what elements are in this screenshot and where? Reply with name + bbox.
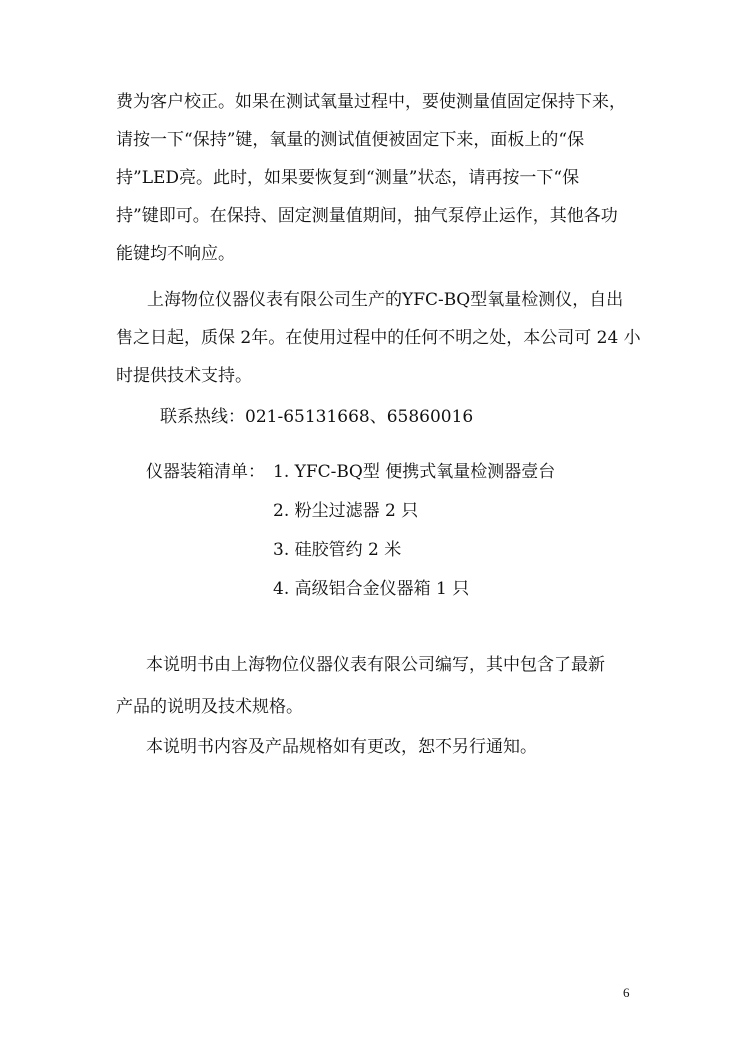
paragraph-3-line-1: 本说明书由上海物位仪器仪表有限公司编写，其中包含了最新 <box>146 655 605 675</box>
paragraph-1-line-2: 请按一下“保持”键，氧量的测试值便被固定下来，面板上的“保 <box>116 130 585 150</box>
paragraph-1-line-3: 持”LED亮。此时，如果要恢复到“测量”状态，请再按一下“保 <box>116 168 580 188</box>
paragraph-4-text: 本说明书内容及产品规格如有更改，恕不另行通知。 <box>146 737 537 757</box>
packing-list-item-3: 3. 硅胶管约 2 米 <box>273 540 402 560</box>
paragraph-3-line-2: 产品的说明及技术规格。 <box>116 697 303 717</box>
packing-list-label: 仪器装箱清单： <box>146 462 265 482</box>
hotline-text: 联系热线：021-65131668、65860016 <box>160 407 474 427</box>
paragraph-1-line-5: 能键均不响应。 <box>116 244 235 264</box>
paragraph-1-line-1: 费为客户校正。如果在测试氧量过程中，要使测量值固定保持下来， <box>116 92 626 112</box>
packing-list-item-2: 2. 粉尘过滤器 2 只 <box>273 501 419 521</box>
packing-list-item-4: 4. 高级铝合金仪器箱 1 只 <box>273 579 470 599</box>
paragraph-2-line-1: 上海物位仪器仪表有限公司生产的YFC-BQ型氧量检测仪，自出 <box>147 290 624 310</box>
paragraph-1-line-4: 持”键即可。在保持、固定测量值期间，抽气泵停止运作，其他各功 <box>116 206 618 226</box>
page-number: 6 <box>623 985 630 1000</box>
paragraph-2-line-3: 时提供技术支持。 <box>116 366 252 386</box>
paragraph-2-line-2: 售之日起，质保 2年。在使用过程中的任何不明之处，本公司可 24 小 <box>116 328 641 348</box>
packing-list-item-1: 1. YFC-BQ型 便携式氧量检测器壹台 <box>273 462 556 482</box>
